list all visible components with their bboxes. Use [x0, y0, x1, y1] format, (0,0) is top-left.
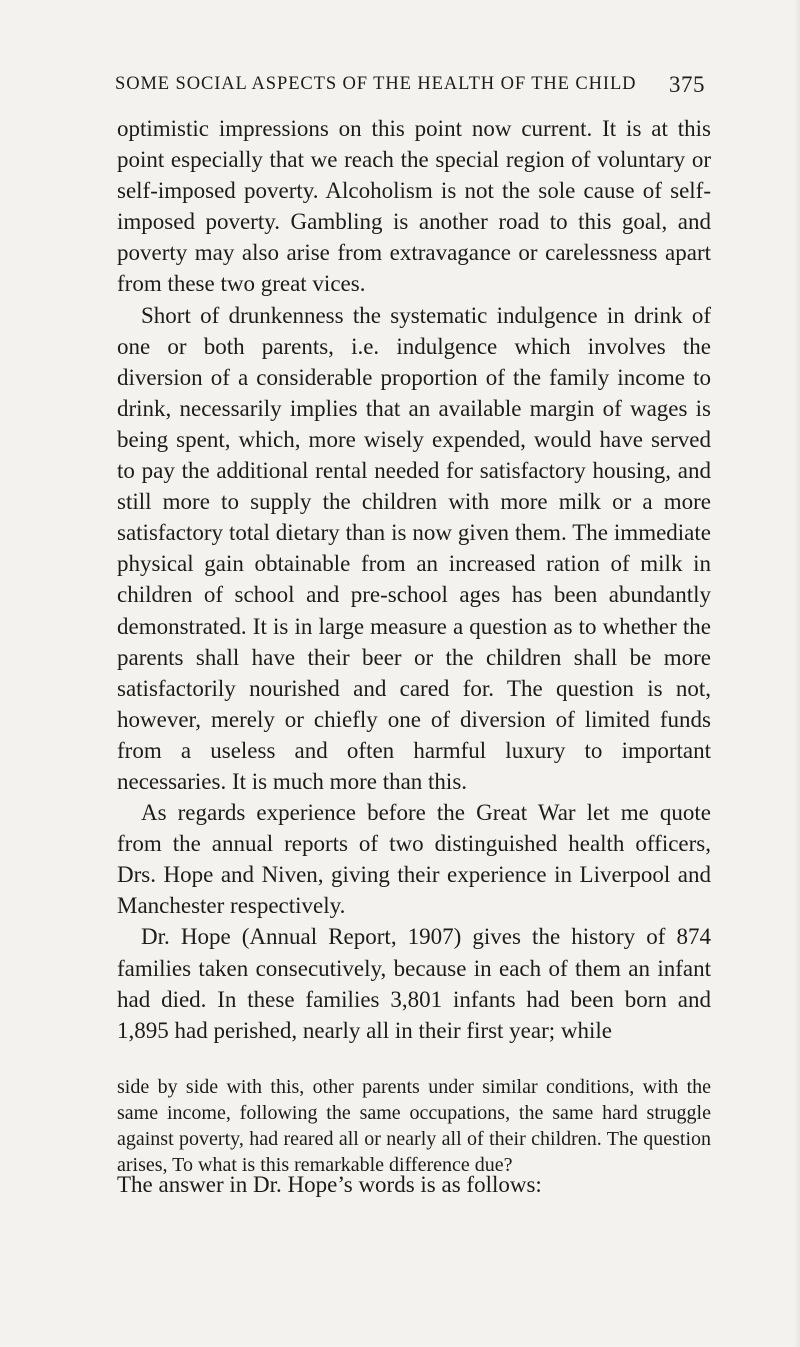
page-number: 375 [669, 72, 705, 97]
paragraph-experience: As regards experience before the Great War let me quote from the annual reports of two distinguished health officers, Drs. Hope and Niven, giving their experience in Liverpool and Manchester respectively. [117, 800, 711, 919]
page-edge-shadow [794, 0, 800, 1347]
running-head [115, 74, 705, 108]
closing-line [117, 1169, 711, 1200]
running-title: SOME SOCIAL ASPECTS OF THE HEALTH OF THE CHILD [115, 74, 637, 94]
main-text [117, 113, 711, 1046]
closing-text: The answer in Dr. Hope’s words is as follows: [117, 1172, 542, 1197]
paragraph-drink: Short of drunkenness the systematic indulgence in drink of one or both parents, i.e. indulgence which involves the diversion of a considerable proportion of the family income to drink, necessarily implies that an available margin of wages is being spent, which, more wisely expended, would have served to pay the additional rental needed for satisfactory housing, and still more to supply the children with more milk or a more satisfactory total dietary than is now given them. The immediate physical gain obtainable from an increased ration of milk in children of school and pre-school ages has been abundantly demonstrated. It is in large measure a question as to whether the parents shall have their beer or the children shall be more satisfactorily nourished and cared for. The question is not, however, merely or chiefly one of diversion of limited funds from a useless and often harmful luxury to important necessaries. It is much more than this. [117, 302, 711, 794]
quote-text: side by side with this, other parents under similar conditions, with the same income, following the same occupations, the same hard struggle against poverty, had reared all or nearly all of their children. The question arises, To what is this remarkable difference due? [117, 1076, 711, 1176]
paragraph-continuation: optimistic impressions on this point now current. It is at this point especially that we reach the special region of voluntary or self-imposed poverty. Alcoholism is not the sole cause of self-imposed poverty. Gambling is another road to this goal, and poverty may also arise from extravagance or carelessness apart from these two great vices. [117, 116, 711, 297]
paragraph-dr-hope: Dr. Hope (Annual Report, 1907) gives the history of 874 families taken consecutively, because in each of them an infant had died. In these families 3,801 infants had been born and 1,895 had perished, nearly all in their first year; while [117, 924, 711, 1043]
quoted-passage [117, 1074, 711, 1178]
